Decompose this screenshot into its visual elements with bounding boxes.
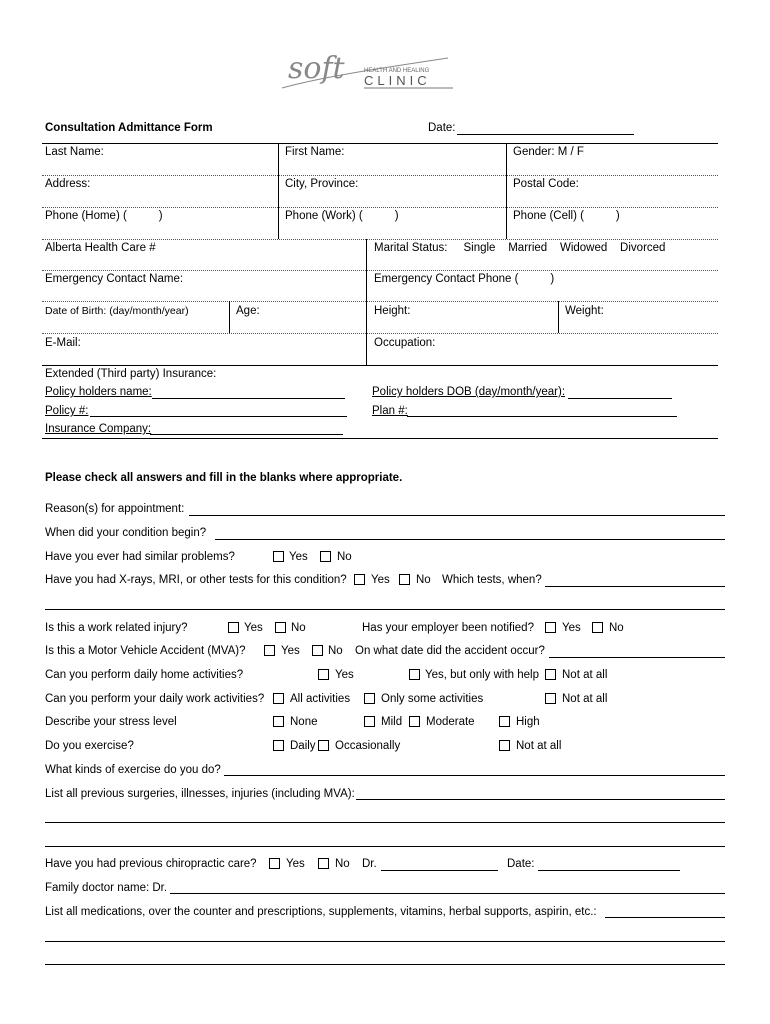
chiro-yes-label: Yes bbox=[286, 858, 305, 870]
address-field[interactable]: Address: bbox=[45, 178, 91, 190]
similar-yes-checkbox[interactable] bbox=[273, 551, 284, 562]
home-not-at-all-checkbox[interactable] bbox=[545, 669, 556, 680]
form-title: Consultation Admittance Form bbox=[45, 122, 213, 134]
xrays-yes-label: Yes bbox=[371, 574, 390, 586]
surgeries-label: List all previous surgeries, illnesses, injuries (including MVA): bbox=[45, 788, 355, 800]
stress-label: Describe your stress level bbox=[45, 716, 177, 728]
home-help-label: Yes, but only with help bbox=[425, 669, 540, 681]
work-some-label: Only some activities bbox=[381, 693, 484, 705]
insurance-company-field[interactable] bbox=[150, 434, 343, 435]
home-help-checkbox[interactable] bbox=[409, 669, 420, 680]
stress-moderate-checkbox[interactable] bbox=[409, 716, 420, 727]
exercise-not-at-all-label: Not at all bbox=[516, 740, 562, 752]
date-field[interactable] bbox=[457, 134, 634, 135]
stress-high-label: High bbox=[516, 716, 540, 728]
exercise-occasionally-label: Occasionally bbox=[335, 740, 401, 752]
stress-moderate-label: Moderate bbox=[426, 716, 475, 728]
xrays-no-checkbox[interactable] bbox=[399, 574, 410, 585]
mva-yes-label: Yes bbox=[281, 645, 300, 657]
mva-label: Is this a Motor Vehicle Accident (MVA)? bbox=[45, 645, 246, 657]
work-injury-label: Is this a work related injury? bbox=[45, 622, 188, 634]
policy-holder-name-field[interactable] bbox=[152, 398, 345, 399]
mva-no-checkbox[interactable] bbox=[312, 645, 323, 656]
email-field[interactable]: E-Mail: bbox=[45, 337, 81, 349]
xrays-no-label: No bbox=[416, 574, 431, 586]
weight-field[interactable]: Weight: bbox=[565, 305, 604, 317]
medications-field-line-3[interactable] bbox=[45, 964, 725, 965]
stress-high-checkbox[interactable] bbox=[499, 716, 510, 727]
chiro-dr-field[interactable] bbox=[381, 870, 498, 871]
home-not-at-all-label: Not at all bbox=[562, 669, 608, 681]
marital-status-field[interactable]: Marital Status: Single Married Widowed Divorced bbox=[374, 242, 666, 254]
exercise-daily-checkbox[interactable] bbox=[273, 740, 284, 751]
similar-yes-label: Yes bbox=[289, 551, 308, 563]
stress-none-checkbox[interactable] bbox=[273, 716, 284, 727]
which-tests-field[interactable] bbox=[545, 586, 725, 587]
surgeries-field-line-3[interactable] bbox=[45, 846, 725, 847]
work-injury-yes-checkbox[interactable] bbox=[228, 622, 239, 633]
stress-none-label: None bbox=[290, 716, 318, 728]
exercise-not-at-all-checkbox[interactable] bbox=[499, 740, 510, 751]
surgeries-field-line-2[interactable] bbox=[45, 822, 725, 823]
medications-field[interactable] bbox=[605, 917, 725, 918]
work-all-checkbox[interactable] bbox=[273, 693, 284, 704]
city-province-field[interactable]: City, Province: bbox=[285, 178, 359, 190]
work-not-at-all-checkbox[interactable] bbox=[545, 693, 556, 704]
chiro-label: Have you had previous chiropractic care? bbox=[45, 858, 257, 870]
phone-cell-field[interactable]: Phone (Cell) ( ) bbox=[513, 210, 620, 222]
home-activities-label: Can you perform daily home activities? bbox=[45, 669, 244, 681]
employer-no-label: No bbox=[609, 622, 624, 634]
work-some-checkbox[interactable] bbox=[364, 693, 375, 704]
stress-mild-checkbox[interactable] bbox=[364, 716, 375, 727]
work-injury-no-label: No bbox=[291, 622, 306, 634]
emergency-contact-name-field[interactable]: Emergency Contact Name: bbox=[45, 273, 184, 285]
occupation-field[interactable]: Occupation: bbox=[374, 337, 436, 349]
exercise-label: Do you exercise? bbox=[45, 740, 134, 752]
mva-date-label: On what date did the accident occur? bbox=[355, 645, 545, 657]
logo-tagline: HEALTH AND HEALING bbox=[364, 68, 430, 74]
similar-no-checkbox[interactable] bbox=[320, 551, 331, 562]
chiro-date-field[interactable] bbox=[538, 870, 680, 871]
similar-no-label: No bbox=[337, 551, 352, 563]
chiro-date-label: Date: bbox=[507, 858, 535, 870]
chiro-no-checkbox[interactable] bbox=[318, 858, 329, 869]
chiro-no-label: No bbox=[335, 858, 350, 870]
instructions: Please check all answers and fill in the blanks where appropriate. bbox=[45, 472, 403, 484]
exercise-occasionally-checkbox[interactable] bbox=[318, 740, 329, 751]
plan-number-label: Plan #: bbox=[372, 405, 408, 417]
which-tests-label: Which tests, when? bbox=[442, 574, 542, 586]
employer-yes-label: Yes bbox=[562, 622, 581, 634]
family-doctor-field[interactable] bbox=[170, 893, 725, 894]
date-of-birth-field[interactable]: Date of Birth: (day/month/year) bbox=[45, 305, 189, 317]
logo-script: soft bbox=[288, 51, 345, 86]
phone-home-field[interactable]: Phone (Home) ( ) bbox=[45, 210, 163, 222]
alberta-health-care-field[interactable]: Alberta Health Care # bbox=[45, 242, 156, 254]
policy-holder-dob-field[interactable] bbox=[568, 398, 672, 399]
reason-field[interactable] bbox=[189, 515, 725, 516]
logo-name: CLINIC bbox=[364, 73, 431, 88]
mva-no-label: No bbox=[328, 645, 343, 657]
date-label: Date: bbox=[428, 122, 456, 134]
home-yes-checkbox[interactable] bbox=[318, 669, 329, 680]
employer-yes-checkbox[interactable] bbox=[545, 622, 556, 633]
condition-begin-field[interactable] bbox=[215, 539, 725, 540]
gender-field[interactable]: Gender: M / F bbox=[513, 146, 584, 158]
exercise-kinds-label: What kinds of exercise do you do? bbox=[45, 764, 221, 776]
employer-notified-label: Has your employer been notified? bbox=[362, 622, 534, 634]
work-injury-no-checkbox[interactable] bbox=[275, 622, 286, 633]
policy-number-label: Policy #: bbox=[45, 405, 89, 417]
plan-number-field[interactable] bbox=[407, 416, 677, 417]
emergency-contact-phone-field[interactable]: Emergency Contact Phone ( ) bbox=[374, 273, 555, 285]
similar-problems-label: Have you ever had similar problems? bbox=[45, 551, 235, 563]
medications-field-line-2[interactable] bbox=[45, 941, 725, 942]
which-tests-field-continued[interactable] bbox=[45, 609, 725, 610]
mva-yes-checkbox[interactable] bbox=[264, 645, 275, 656]
exercise-kinds-field[interactable] bbox=[224, 775, 725, 776]
xrays-label: Have you had X-rays, MRI, or other tests for this condition? bbox=[45, 574, 347, 586]
insurance-heading: Extended (Third party) Insurance: bbox=[45, 368, 217, 380]
work-activities-label: Can you perform your daily work activities? bbox=[45, 693, 265, 705]
home-yes-label: Yes bbox=[335, 669, 354, 681]
phone-work-field[interactable]: Phone (Work) ( ) bbox=[285, 210, 399, 222]
reason-label: Reason(s) for appointment: bbox=[45, 503, 185, 515]
mva-date-field[interactable] bbox=[549, 657, 725, 658]
insurance-company-label: Insurance Company: bbox=[45, 423, 152, 435]
policy-holder-dob-label: Policy holders DOB (day/month/year): bbox=[372, 386, 566, 398]
chiro-yes-checkbox[interactable] bbox=[269, 858, 280, 869]
work-injury-yes-label: Yes bbox=[244, 622, 263, 634]
chiro-dr-label: Dr. bbox=[362, 858, 377, 870]
policy-holder-name-label: Policy holders name: bbox=[45, 386, 152, 398]
policy-number-field[interactable] bbox=[90, 416, 347, 417]
family-doctor-label: Family doctor name: Dr. bbox=[45, 882, 168, 894]
age-field[interactable]: Age: bbox=[236, 305, 260, 317]
employer-no-checkbox[interactable] bbox=[592, 622, 603, 633]
surgeries-field[interactable] bbox=[356, 799, 725, 800]
work-all-label: All activities bbox=[290, 693, 351, 705]
clinic-logo bbox=[278, 48, 458, 97]
height-field[interactable]: Height: bbox=[374, 305, 411, 317]
xrays-yes-checkbox[interactable] bbox=[354, 574, 365, 585]
work-not-at-all-label: Not at all bbox=[562, 693, 608, 705]
medications-label: List all medications, over the counter and prescriptions, supplements, vitamins, herbal supports, aspirin, etc.: bbox=[45, 906, 597, 918]
last-name-field[interactable]: Last Name: bbox=[45, 146, 104, 158]
first-name-field[interactable]: First Name: bbox=[285, 146, 345, 158]
stress-mild-label: Mild bbox=[381, 716, 403, 728]
condition-begin-label: When did your condition begin? bbox=[45, 527, 207, 539]
exercise-daily-label: Daily bbox=[290, 740, 316, 752]
postal-code-field[interactable]: Postal Code: bbox=[513, 178, 579, 190]
